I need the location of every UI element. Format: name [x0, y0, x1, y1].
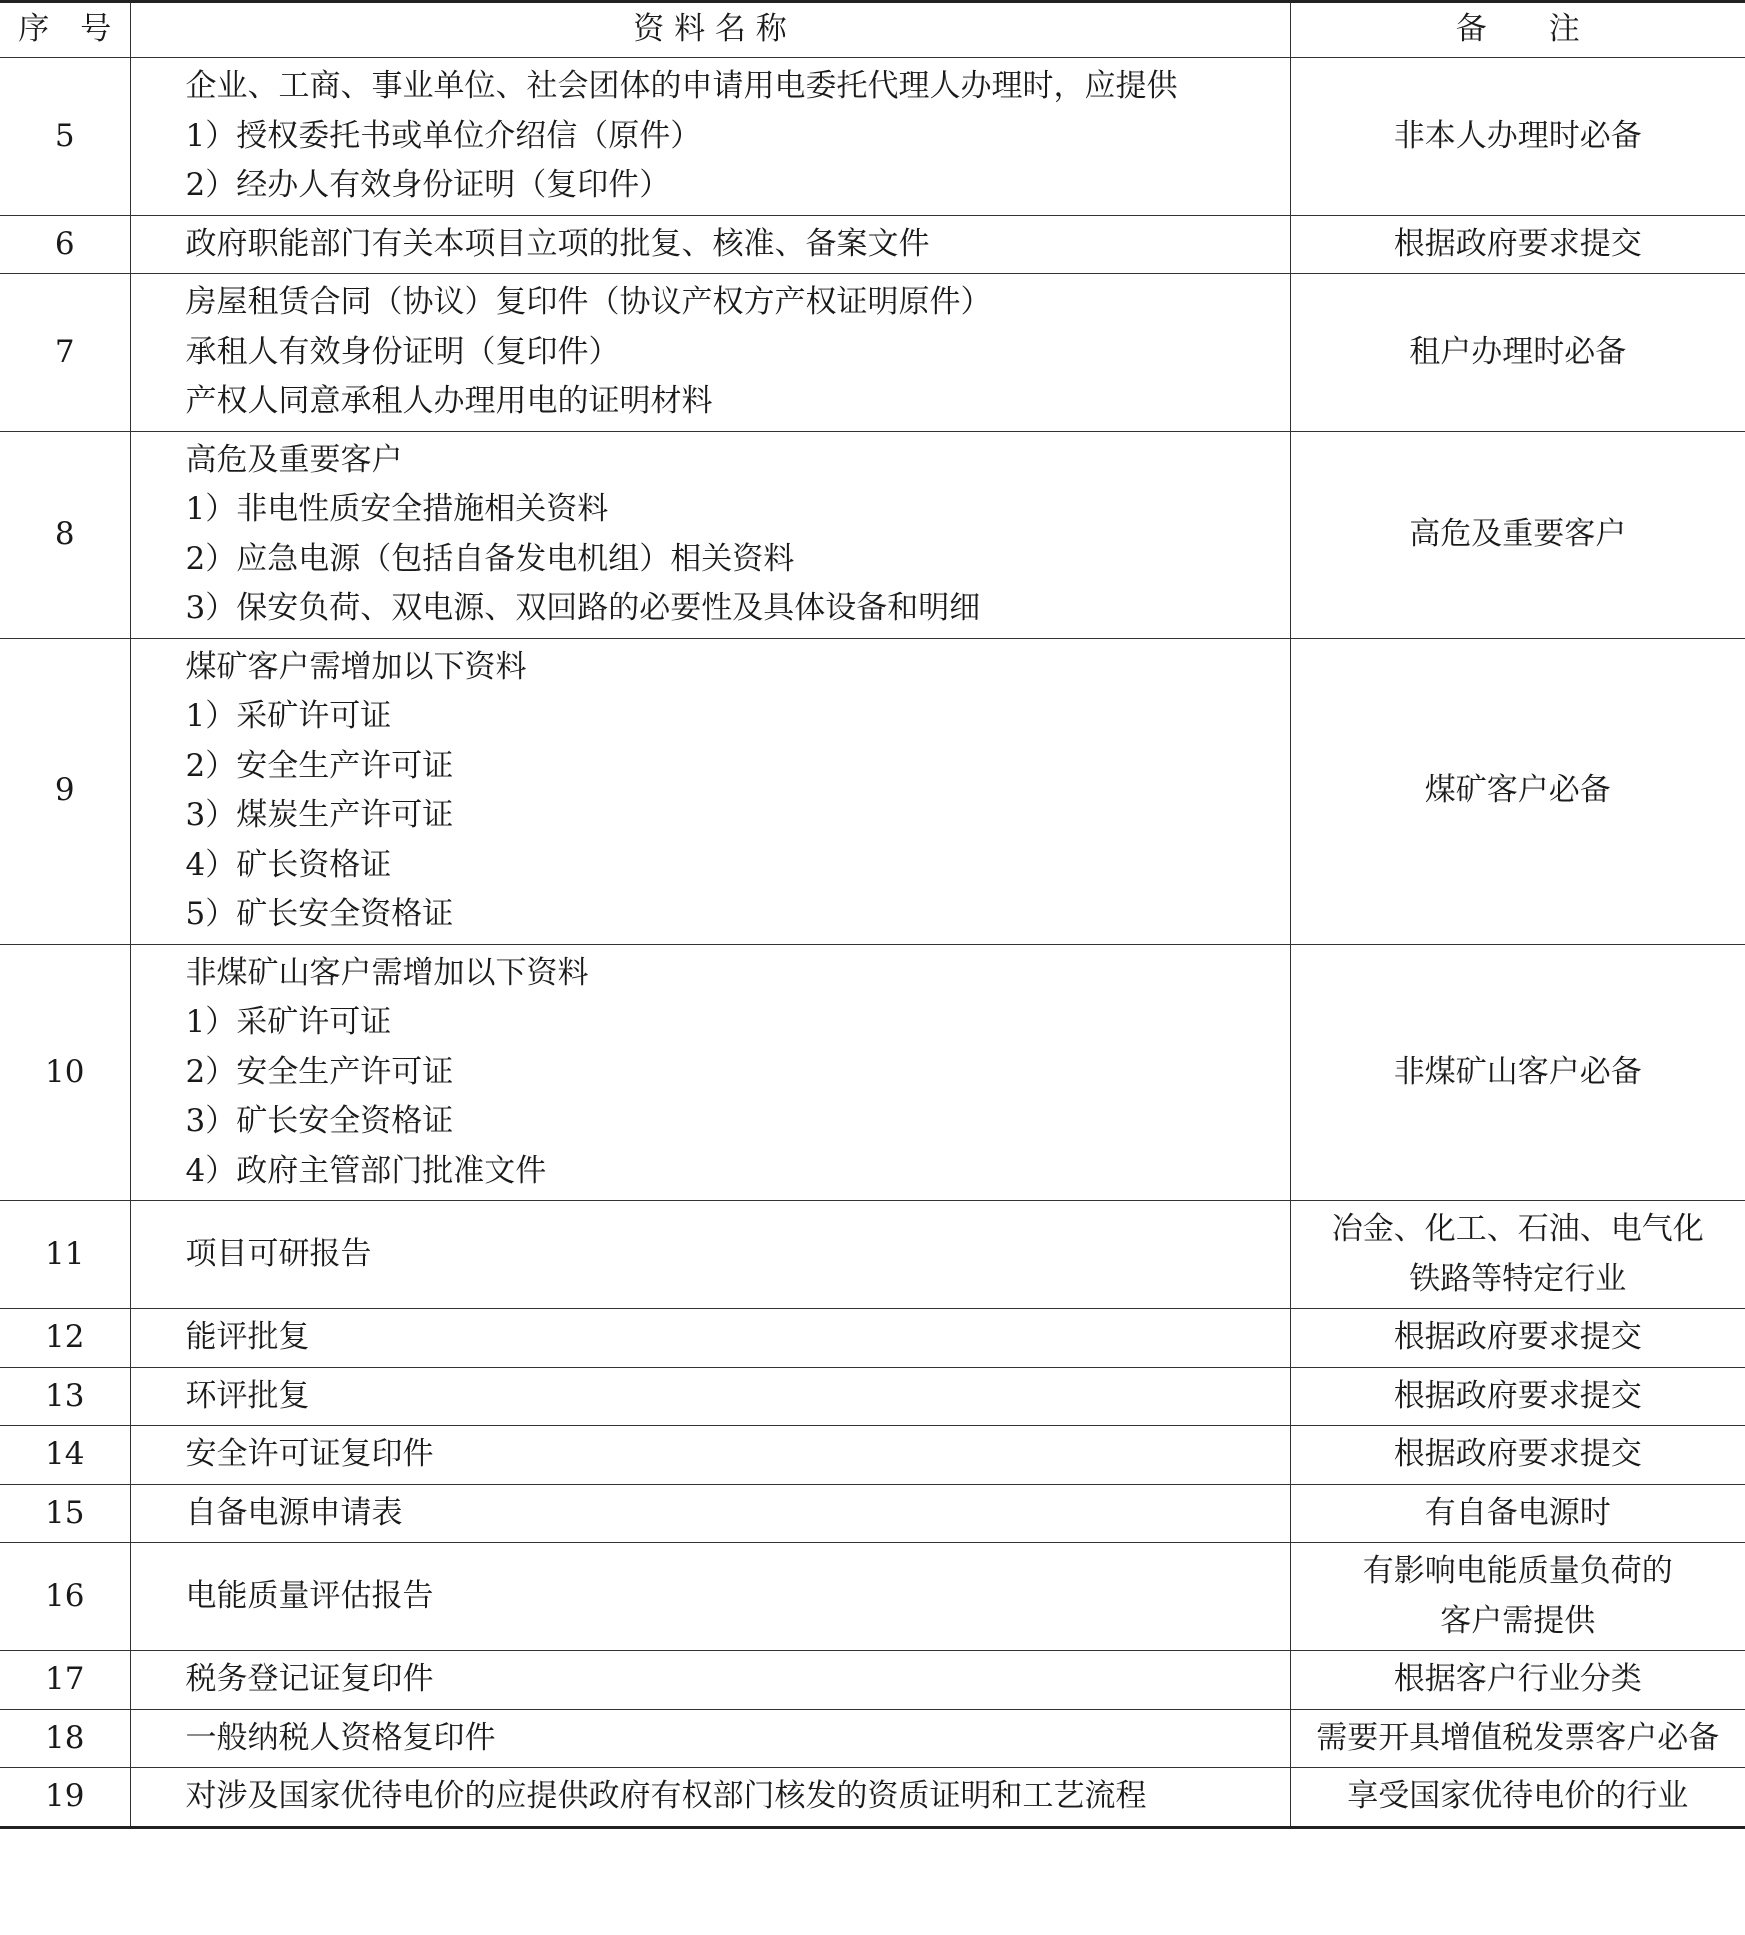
- material-line: 2）经办人有效身份证明（复印件）: [185, 167, 671, 203]
- material-line: 3）矿长安全资格证: [185, 1103, 454, 1139]
- row-material-name: [130, 1651, 1290, 1710]
- row-serial-number: 15: [0, 1484, 130, 1543]
- row-remarks: [1290, 1309, 1745, 1368]
- remark-line: 客户需提供: [1440, 1602, 1596, 1639]
- remark-line: 根据政府要求提交: [1393, 225, 1642, 262]
- table-row: [0, 944, 1745, 1201]
- material-line: 4）矿长资格证: [185, 846, 392, 883]
- material-line: 房屋租赁合同（协议）复印件（协议产权方产权证明原件）: [185, 284, 992, 320]
- material-line: 3）煤炭生产许可证: [185, 797, 454, 833]
- row-serial-number: 6: [0, 215, 130, 274]
- material-line: 4）政府主管部门批准文件: [185, 1152, 547, 1189]
- row-remarks: [1290, 1484, 1745, 1543]
- material-line: 2）安全生产许可证: [185, 747, 454, 784]
- row-serial-number: 10: [0, 944, 130, 1201]
- row-remarks: [1290, 215, 1745, 274]
- remark-line: 根据政府要求提交: [1393, 1377, 1642, 1414]
- row-remarks: [1290, 1768, 1745, 1828]
- row-remarks: [1290, 1426, 1745, 1485]
- material-line: 1）采矿许可证: [185, 1004, 392, 1040]
- table-row: [0, 638, 1745, 944]
- table-row: [0, 431, 1745, 638]
- material-line: 3）保安负荷、双电源、双回路的必要性及具体设备和明细: [185, 590, 981, 626]
- material-line: 税务登记证复印件: [185, 1661, 434, 1697]
- material-line: 承租人有效身份证明（复印件）: [185, 333, 620, 370]
- row-remarks: [1290, 1543, 1745, 1651]
- table-row: [0, 1709, 1745, 1768]
- row-remarks: [1290, 1367, 1745, 1426]
- table-row: [0, 215, 1745, 274]
- row-serial-number: 12: [0, 1309, 130, 1368]
- remark-line: 租户办理时必备: [1409, 333, 1627, 370]
- row-material-name: [130, 274, 1290, 432]
- row-serial-number: 9: [0, 638, 130, 944]
- remark-line: 根据政府要求提交: [1393, 1436, 1642, 1472]
- material-line: 能评批复: [185, 1319, 310, 1355]
- table-row: [0, 1426, 1745, 1485]
- row-material-name: [130, 1709, 1290, 1768]
- material-line: 一般纳税人资格复印件: [185, 1719, 496, 1756]
- remark-line: 有影响电能质量负荷的: [1362, 1553, 1673, 1589]
- material-line: 政府职能部门有关本项目立项的批复、核准、备案文件: [185, 225, 930, 262]
- row-remarks: [1290, 944, 1745, 1201]
- material-line: 电能质量评估报告: [185, 1577, 434, 1614]
- remark-line: 非煤矿山客户必备: [1393, 1053, 1642, 1090]
- table-row: [0, 1484, 1745, 1543]
- material-line: 项目可研报告: [185, 1235, 372, 1272]
- row-remarks: [1290, 1201, 1745, 1309]
- material-line: 高危及重要客户: [185, 441, 403, 478]
- remark-line: 需要开具增值税发票客户必备: [1316, 1719, 1720, 1756]
- table-body: [0, 58, 1745, 1828]
- material-line: 2）安全生产许可证: [185, 1053, 454, 1090]
- material-line: 非煤矿山客户需增加以下资料: [185, 954, 589, 991]
- row-serial-number: 14: [0, 1426, 130, 1485]
- row-remarks: [1290, 638, 1745, 944]
- row-material-name: [130, 1543, 1290, 1651]
- material-line: 对涉及国家优待电价的应提供政府有权部门核发的资质证明和工艺流程: [185, 1778, 1147, 1814]
- table-row: [0, 58, 1745, 216]
- table-row: [0, 1201, 1745, 1309]
- row-material-name: [130, 1367, 1290, 1426]
- row-serial-number: 11: [0, 1201, 130, 1309]
- header-remarks: 备 注: [1290, 2, 1745, 58]
- row-remarks: [1290, 1709, 1745, 1768]
- remark-line: 有自备电源时: [1424, 1494, 1611, 1531]
- remark-line: 根据客户行业分类: [1393, 1661, 1642, 1697]
- header-serial-number: 序 号: [0, 2, 130, 58]
- row-remarks: [1290, 274, 1745, 432]
- table-row: [0, 1309, 1745, 1368]
- remark-line: 高危及重要客户: [1409, 515, 1627, 552]
- row-material-name: [130, 58, 1290, 216]
- remark-line: 根据政府要求提交: [1393, 1319, 1642, 1355]
- row-material-name: [130, 638, 1290, 944]
- material-line: 安全许可证复印件: [185, 1436, 434, 1472]
- header-material-name: 资 料 名 称: [130, 2, 1290, 58]
- material-line: 1）采矿许可证: [185, 698, 392, 734]
- remark-line: 冶金、化工、石油、电气化: [1331, 1211, 1704, 1247]
- row-serial-number: 17: [0, 1651, 130, 1710]
- row-material-name: [130, 1201, 1290, 1309]
- row-serial-number: 8: [0, 431, 130, 638]
- table-row: [0, 1543, 1745, 1651]
- material-line: 1）非电性质安全措施相关资料: [185, 491, 609, 527]
- row-material-name: [130, 1484, 1290, 1543]
- material-line: 企业、工商、事业单位、社会团体的申请用电委托代理人办理时，应提供: [185, 68, 1178, 104]
- row-material-name: [130, 431, 1290, 638]
- row-material-name: [130, 215, 1290, 274]
- material-line: 产权人同意承租人办理用电的证明材料: [185, 383, 713, 419]
- row-serial-number: 7: [0, 274, 130, 432]
- remark-line: 享受国家优待电价的行业: [1347, 1778, 1689, 1814]
- table-row: [0, 1367, 1745, 1426]
- row-material-name: [130, 944, 1290, 1201]
- row-material-name: [130, 1768, 1290, 1828]
- row-material-name: [130, 1309, 1290, 1368]
- material-line: 环评批复: [185, 1377, 310, 1414]
- material-line: 1）授权委托书或单位介绍信（原件）: [185, 117, 702, 154]
- row-remarks: [1290, 58, 1745, 216]
- table-row: [0, 274, 1745, 432]
- material-line: 自备电源申请表: [185, 1494, 403, 1531]
- row-remarks: [1290, 431, 1745, 638]
- row-serial-number: 19: [0, 1768, 130, 1828]
- row-remarks: [1290, 1651, 1745, 1710]
- material-line: 2）应急电源（包括自备发电机组）相关资料: [185, 540, 795, 577]
- row-serial-number: 5: [0, 58, 130, 216]
- row-serial-number: 18: [0, 1709, 130, 1768]
- table-row: [0, 1768, 1745, 1828]
- table-row: [0, 1651, 1745, 1710]
- row-material-name: [130, 1426, 1290, 1485]
- remark-line: 非本人办理时必备: [1393, 117, 1642, 154]
- row-serial-number: 13: [0, 1367, 130, 1426]
- material-line: 5）矿长安全资格证: [185, 896, 454, 932]
- table-header: [0, 2, 1745, 58]
- header-row: [0, 2, 1745, 58]
- material-line: 煤矿客户需增加以下资料: [185, 648, 527, 685]
- remark-line: 煤矿客户必备: [1424, 772, 1611, 809]
- remark-line: 铁路等特定行业: [1409, 1260, 1627, 1297]
- row-serial-number: 16: [0, 1543, 130, 1651]
